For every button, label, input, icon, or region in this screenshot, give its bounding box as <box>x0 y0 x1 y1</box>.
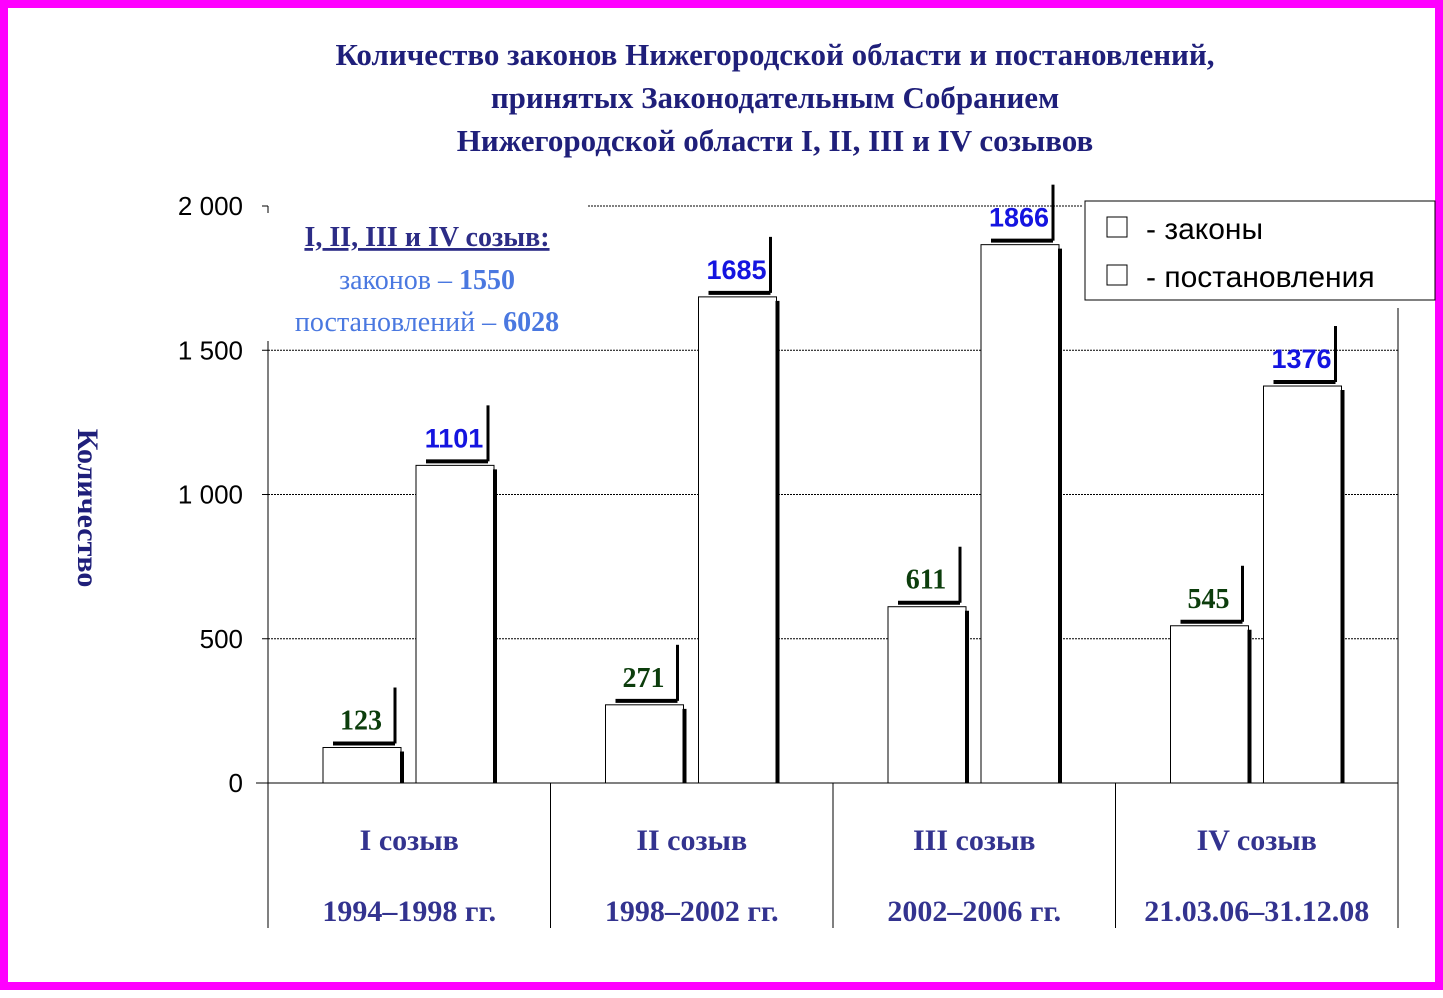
category-name: I созыв <box>359 824 459 857</box>
summary-line-value: 1550 <box>458 265 515 296</box>
summary-line <box>339 265 515 296</box>
legend <box>1085 201 1435 300</box>
category-name: II созыв <box>636 824 748 857</box>
bar-laws <box>888 607 966 783</box>
legend-label: - законы <box>1146 213 1264 246</box>
category-years: 1994–1998 гг. <box>322 895 497 928</box>
bar-resolutions <box>699 297 777 783</box>
summary-box <box>266 213 588 341</box>
y-axis-label: Количество <box>71 428 104 588</box>
data-label: 1685 <box>706 254 767 285</box>
summary-line <box>295 307 559 338</box>
bar-laws <box>1171 626 1249 783</box>
bar-laws <box>323 748 401 783</box>
category-name: III созыв <box>912 824 1036 857</box>
y-tick-label: 1 000 <box>177 479 243 510</box>
y-tick-label: 1 500 <box>177 335 243 366</box>
summary-line-text: постановлений – <box>294 307 504 338</box>
category-years: 21.03.06–31.12.08 <box>1144 895 1370 928</box>
chart-title-line: принятых Законодательным Собранием <box>490 80 1060 115</box>
bar-resolutions <box>981 245 1059 783</box>
chart-title <box>335 37 1214 158</box>
y-tick-label: 0 <box>228 768 243 798</box>
y-tick-label: 2 000 <box>177 191 243 221</box>
legend-label: - постановления <box>1146 261 1375 294</box>
category-years: 1998–2002 гг. <box>604 895 779 928</box>
data-label: 1866 <box>988 202 1050 233</box>
legend-swatch <box>1107 265 1127 285</box>
data-label: 1376 <box>1271 344 1332 375</box>
data-label: 545 <box>1187 583 1230 615</box>
category-name: IV созыв <box>1196 824 1317 857</box>
category-years: 2002–2006 гг. <box>887 895 1062 928</box>
chart-title-line: Количество законов Нижегородской области и постановлений, <box>335 37 1215 72</box>
chart <box>8 8 1443 998</box>
summary-line-text: законов – <box>339 265 459 296</box>
legend-swatch <box>1107 217 1127 237</box>
y-tick-label: 500 <box>199 623 243 654</box>
bar-laws <box>606 705 684 783</box>
category-table <box>322 783 1369 928</box>
summary-line-value: 6028 <box>503 307 560 338</box>
data-label: 123 <box>340 705 382 737</box>
data-label: 271 <box>622 662 665 694</box>
bar-resolutions <box>1264 386 1342 783</box>
chart-title-line: Нижегородской области I, II, III и IV созывов <box>456 123 1094 158</box>
data-label: 1101 <box>424 423 484 454</box>
data-label: 611 <box>905 564 947 596</box>
bar-resolutions <box>416 465 494 783</box>
summary-heading: I, II, III и IV созыв: <box>304 222 550 253</box>
